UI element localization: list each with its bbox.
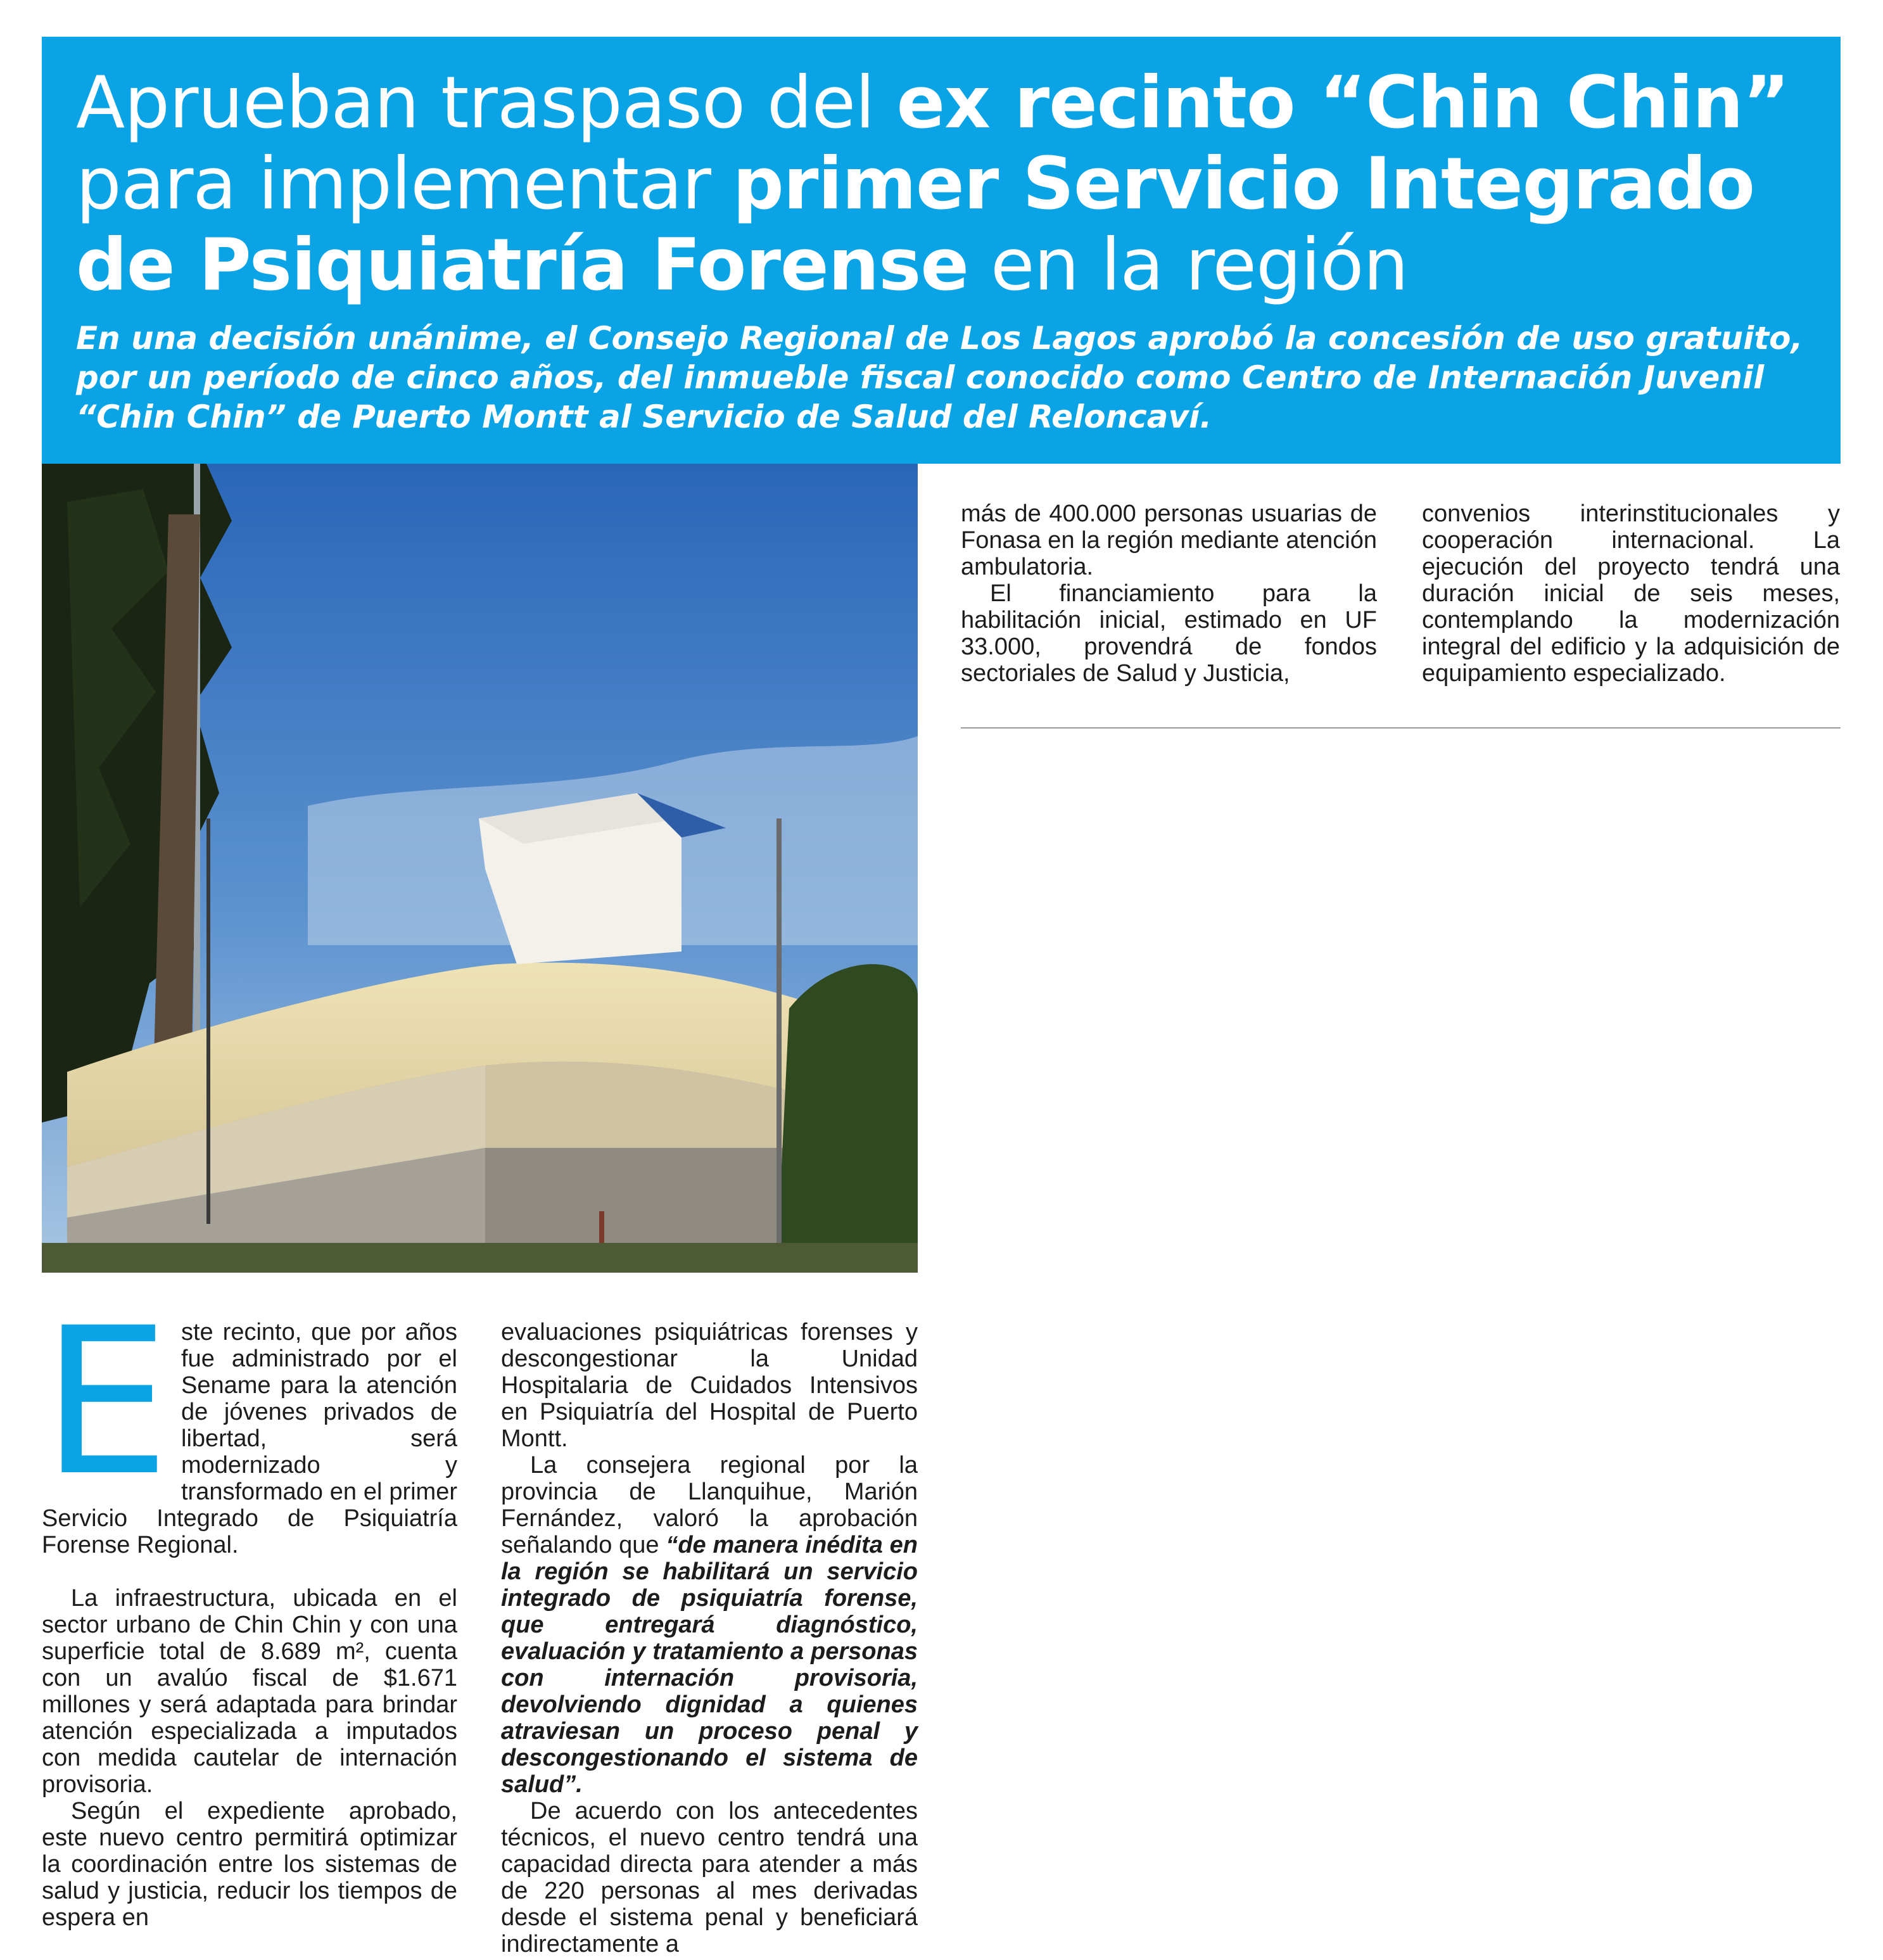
headline-part: para implementar (76, 142, 733, 226)
headline-part-bold: de Psiquiatría Forense (76, 223, 969, 307)
building-photo (42, 464, 918, 1273)
paragraph: De acuerdo con los antecedentes técnicos, el nuevo centro tendrá una capacidad directa para atender a más de 220 personas al mes derivadas desde el sistema penal y beneficiará indirectamente a (501, 1798, 918, 1957)
drop-cap: E (42, 1285, 170, 1520)
paragraph: Según el expediente aprobado, este nuevo centro permitirá optimizar la coordinación entre los sistemas de salud y justicia, reducir los tiempos de espera en (42, 1798, 457, 1931)
article-column-2 (1422, 500, 1840, 687)
paragraph-with-quote (501, 1452, 918, 1798)
headline-banner (42, 37, 1841, 464)
paragraph: El financiamiento para la habilitación inicial, estimado en UF 33.000, provendrá de fondos sectoriales de Salud y Justicia, (961, 580, 1377, 687)
paragraph-lead-text: ste recinto, que por años fue administrado por el Sename para la atención de jóvenes privados de libertad, será modernizado y transformado en el primer Servicio Integrado de Psiquiatría Forense Regional. (42, 1319, 457, 1558)
paragraph: La infraestructura, ubicada en el sector urbano de Chin Chin y con una superficie total de 8.689 m², cuenta con un avalúo fiscal de $1.671 millones y será adaptada para brindar atención especializada a imputados con medida cautelar de internación provisoria. (42, 1585, 457, 1798)
article-column-4 (501, 1319, 918, 1957)
spacer (42, 1558, 457, 1585)
headline (76, 62, 1824, 305)
pull-quote: “de manera inédita en la región se habilitará un servicio integrado de psiquiatría forense, que entregará diagnóstico, evaluación y tratamiento a personas con internación provisoria, devolviendo dignidad a quienes atraviesan un proceso penal y descongestionando el sistema de salud”. (501, 1532, 918, 1798)
headline-part-bold: primer Servicio Integrado (732, 142, 1755, 226)
quote-lead: La consejera regional por la provincia de Llanquihue, Marión Fernández, valoró la aprobación señalando que (501, 1452, 918, 1558)
subheadline: En una decisión unánime, el Consejo Regional de Los Lagos aprobó la concesión de uso gratuito, por un período de cinco años, del inmueble fiscal conocido como Centro de Internación Juvenil “Chin Chin” de Puerto Montt al Servicio de Salud del Reloncaví. (76, 320, 1803, 435)
paragraph-lead (42, 1285, 457, 1558)
article-column-3 (42, 1285, 457, 1931)
article-column-1 (961, 500, 1377, 687)
headline-part: en la región (968, 223, 1408, 307)
section-divider (961, 727, 1841, 729)
paragraph: convenios interinstitucionales y cooperación internacional. La ejecución del proyecto tendrá una duración inicial de seis meses, contemplando la modernización integral del edificio y la adquisición de equipamiento especializado. (1422, 500, 1840, 687)
paragraph: evaluaciones psiquiátricas forenses y descongestionar la Unidad Hospitalaria de Cuidados Intensivos en Psiquiatría del Hospital de Puerto Montt. (501, 1319, 918, 1452)
headline-part-bold: ex recinto “Chin Chin” (896, 61, 1789, 144)
headline-part: Aprueban traspaso del (76, 61, 897, 144)
paragraph: más de 400.000 personas usuarias de Fonasa en la región mediante atención ambulatoria. (961, 500, 1378, 580)
